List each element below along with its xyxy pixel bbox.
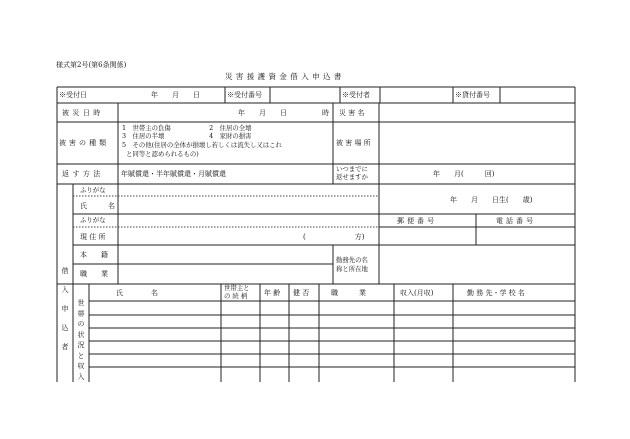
applicant-section-label: 借 入 申 込 者: [61, 267, 69, 351]
received-no-label: ※受付番号: [227, 91, 262, 99]
address-label: 現 住 所: [80, 233, 106, 241]
household-side-label: 世 帯 の 状 況 と 収 入: [77, 299, 85, 381]
repayment-methods[interactable]: 年賦償還・半年賦償還・月賦償還: [121, 170, 226, 178]
phone-label: 電 話 番 号: [496, 217, 534, 225]
col-income-header: 収入(月収): [400, 289, 434, 297]
furigana-label: ふりがな: [80, 186, 106, 194]
damage-place-label: 被 害 場 所: [336, 139, 371, 147]
form-number: 様式第2号(第6条関係): [56, 61, 127, 69]
repay-until-field[interactable]: 年 月( 回): [433, 170, 495, 178]
received-by-label: ※受付者: [342, 91, 370, 99]
workplace-label-1: 勤務先の名: [336, 256, 368, 264]
occupation-label: 職 業: [80, 270, 108, 278]
repay-until-label-1: いつまでに: [336, 165, 368, 173]
col-age-header: 年 齢: [264, 289, 281, 297]
damage-option-3: 5 その他(住居の全体が損壊し若しくは流失し又はこれ: [122, 141, 282, 149]
damage-type-label: 被 害 の 種 類: [59, 139, 107, 147]
domicile-label: 本 籍: [80, 251, 108, 259]
repay-until-label-2: 返せますか: [336, 173, 368, 181]
received-date-label: ※受付日: [59, 91, 87, 99]
damage-option-1: 1 世帯主の負傷 2 住居の全壊: [122, 124, 252, 132]
form-title: 災 害 援 護 資 金 借 入 申 込 書: [225, 72, 342, 81]
damage-option-3-cont: と同等と認められるもの): [126, 150, 199, 158]
disaster-date-field[interactable]: 年 月 日 時: [238, 109, 329, 117]
col-relation-header-1: 世帯主と: [224, 284, 250, 292]
col-relation-header-2: の 続 柄: [224, 292, 248, 300]
col-workplace-header: 勤 務 先・学 校 名: [467, 289, 525, 297]
col-name-header: 氏 名: [116, 289, 158, 297]
address-paren: ( 方): [303, 233, 365, 241]
name-label: 氏 名: [80, 202, 115, 210]
disaster-date-label: 被 災 日 時: [62, 109, 101, 117]
disaster-name-label: 災 害 名: [339, 109, 365, 117]
workplace-label-2: 称と所在地: [336, 265, 368, 273]
repayment-method-label: 返 す 方 法: [62, 170, 101, 178]
damage-option-2: 3 住居の半壊 4 家財の損害: [122, 132, 252, 140]
received-date-field[interactable]: 年 月 日: [151, 91, 200, 99]
loan-no-label: ※貸付番号: [455, 91, 490, 99]
furigana-label-2: ふりがな: [80, 216, 106, 224]
postal-code-label: 郵 便 番 号: [397, 217, 435, 225]
birth-date-field[interactable]: 年 月 日生( 歳): [450, 196, 533, 204]
col-health-header: 健 否: [293, 289, 310, 297]
col-occupation-header: 職 業: [331, 289, 366, 297]
